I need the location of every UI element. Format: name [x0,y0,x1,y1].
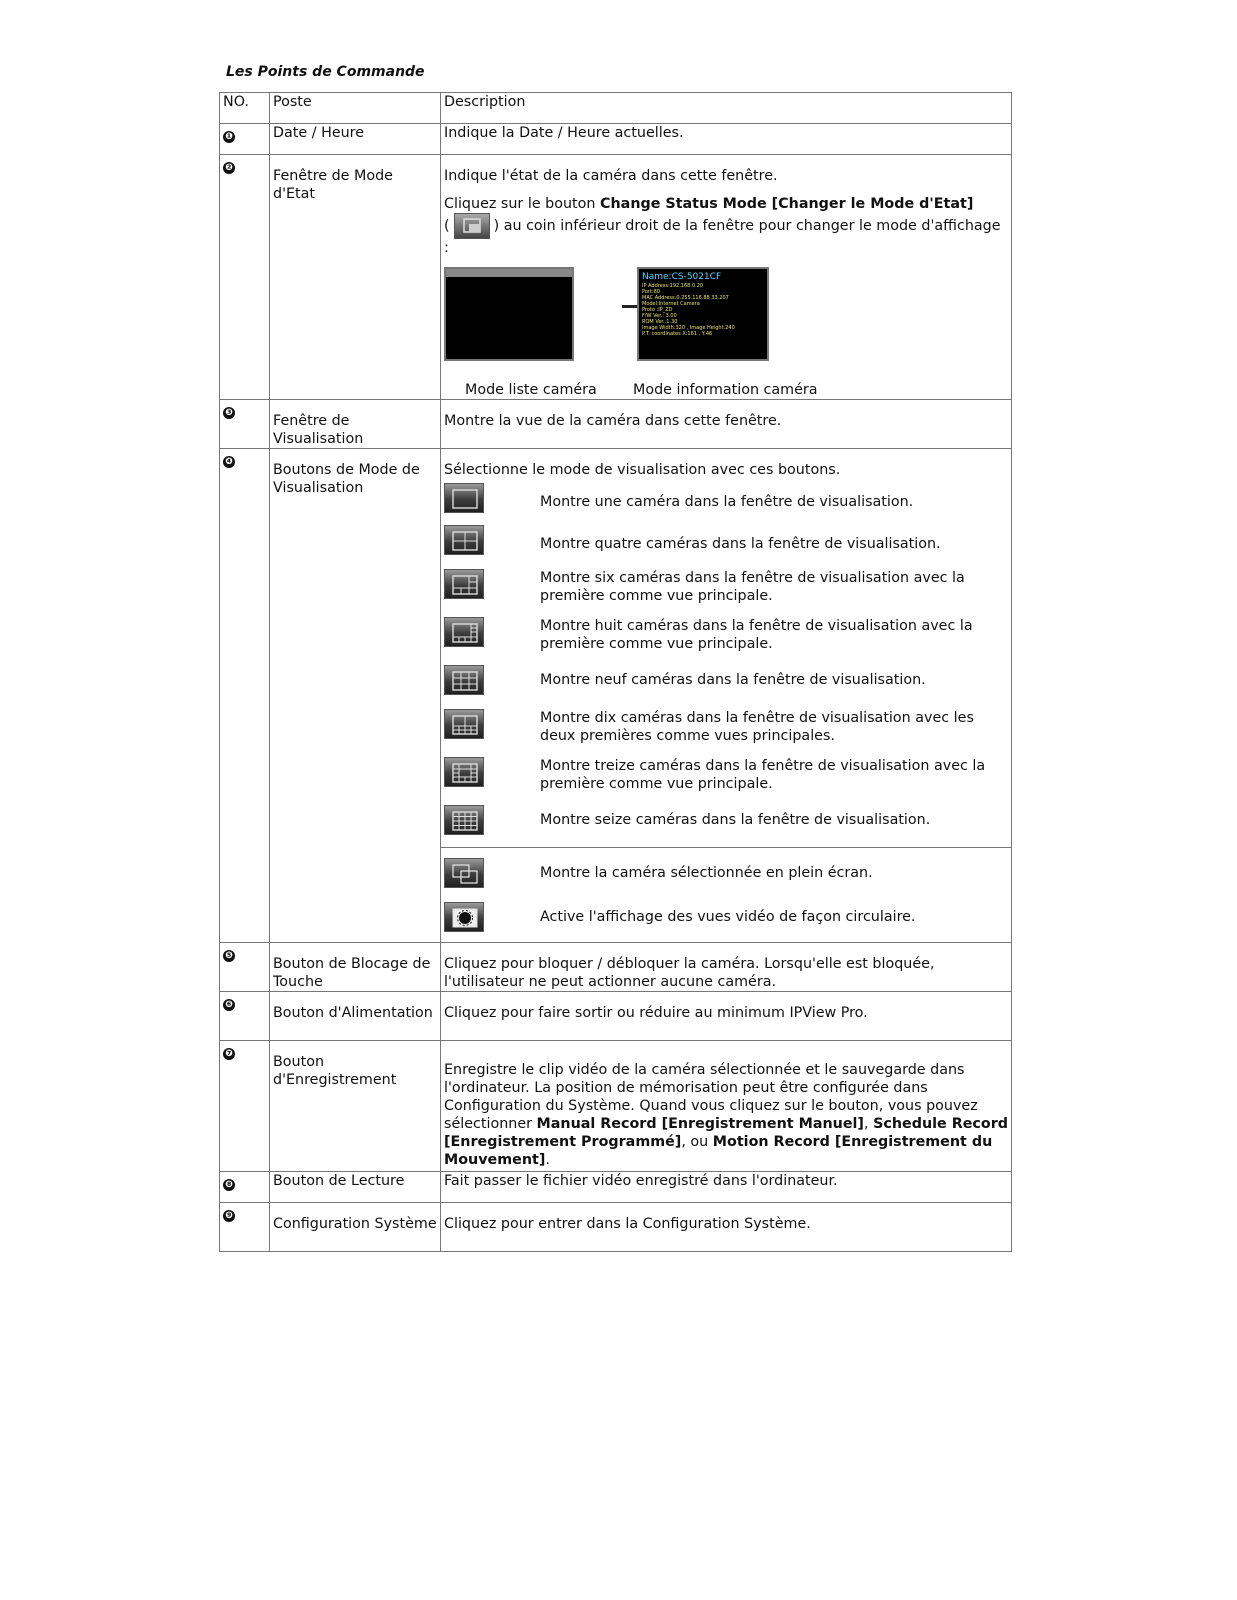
eight-view-icon [444,617,484,647]
row-item: Bouton de Blocage de Touche [270,943,441,992]
status-mode-screens [444,267,1008,375]
row-desc: Fait passer le fichier vidéo enregistré dans l'ordinateur. [441,1172,1012,1203]
row-item: Bouton de Lecture [270,1172,441,1203]
row-item: Bouton d'Alimentation [270,992,441,1041]
caption-list-mode: Mode liste caméra [465,382,597,398]
table-row [220,1041,1012,1172]
row-item: Fenêtre de Mode d'Etat [270,155,441,400]
table-row [220,1203,1012,1252]
number-badge: ❶ [223,131,235,143]
table-row [220,449,1012,943]
row-item: Boutons de Mode de Visualisation [270,449,441,943]
view-mode-row: Active l'affichage des vues vidéo de façon circulaire. [444,902,1008,942]
connector-line [622,305,637,308]
row-desc: Cliquez pour entrer dans la Configuration Système. [441,1203,1012,1252]
single-view-icon [444,483,484,513]
view-mode-row: Montre huit caméras dans la fenêtre de visualisation avec la première comme vue principale. [444,617,1008,665]
header-desc: Description [441,93,1012,124]
row-desc: Cliquez pour faire sortir ou réduire au minimum IPView Pro. [441,992,1012,1041]
row-desc: Indique la Date / Heure actuelles. [441,124,1012,155]
row-desc: Montre la vue de la caméra dans cette fenêtre. [441,400,1012,449]
view-mode-row: Montre dix caméras dans la fenêtre de visualisation avec les deux premières comme vues principales. [444,709,1008,757]
table-row [220,400,1012,449]
ten-view-icon [444,709,484,739]
camera-list-mode-screen [444,267,574,361]
row-desc: Cliquez pour bloquer / débloquer la caméra. Lorsqu'elle est bloquée, l'utilisateur ne peut actionner aucune caméra. [441,943,1012,992]
number-badge: ❻ [223,999,235,1011]
row-desc: Sélectionne le mode de visualisation avec ces boutons. [444,462,841,478]
screen-captions [444,381,1008,399]
table-row [220,155,1012,400]
number-badge: ❼ [223,1048,235,1060]
row-item: Fenêtre de Visualisation [270,400,441,449]
view-mode-row: Montre neuf caméras dans la fenêtre de visualisation. [444,665,1008,709]
header-item: Poste [270,93,441,124]
view-mode-row: Montre quatre caméras dans la fenêtre de visualisation. [444,525,1008,569]
view-mode-row: Montre six caméras dans la fenêtre de visualisation avec la première comme vue principale. [444,569,1008,617]
page-heading: Les Points de Commande [226,64,425,80]
table-header-row [220,93,1012,124]
table-row [220,1172,1012,1203]
view-mode-row: Montre une caméra dans la fenêtre de visualisation. [444,483,1008,525]
number-badge: ❸ [223,407,235,419]
change-status-mode-button-icon [454,213,490,239]
view-mode-divider [441,847,1011,942]
caption-info-mode: Mode information caméra [633,382,818,398]
status-mode-desc: Cliquez sur le bouton Change Status Mode [Changer le Mode d'Etat] ( ) au coin inférieur droit de la fenêtre pour changer le mode d'affichage : [444,196,1001,256]
change-status-mode-label: Change Status Mode [Changer le Mode d'Etat] [600,196,974,212]
header-no: NO. [220,93,270,124]
table-row [220,992,1012,1041]
row-item: Date / Heure [270,124,441,155]
view-mode-row: Montre la caméra sélectionnée en plein écran. [444,858,1008,902]
row-item: Configuration Système [270,1203,441,1252]
number-badge: ❾ [223,1210,235,1222]
sixteen-view-icon [444,805,484,835]
row-item: Bouton d'Enregistrement [270,1041,441,1172]
table-row [220,124,1012,155]
fullscreen-icon [444,858,484,888]
command-table [219,92,1012,1252]
nine-view-icon [444,665,484,695]
quad-view-icon [444,525,484,555]
row-desc: Enregistre le clip vidéo de la caméra sélectionnée et le sauvegarde dans l'ordinateur. La position de mémorisation peut être configurée dans Configuration du Système. Quand vous cliquez sur le bouton, vous pouvez sélectionner Manual Record [Enregistrement Manuel], Schedule Record [Enregistrement Programmé], ou Motion Record [Enregistrement du Mouvement]. [441,1041,1012,1172]
number-badge: ❺ [223,950,235,962]
camera-info-mode-screen: Name:CS-5021CF IP Address:192.168.0.20 Port:80 MAC Address:0.255.116.88.33.207 Model:Internet Camera Proto :IP_ZD F/W Ver.: 3.00 ROM Ver.:1.30 Image Width:320 , Image Height:240 P.T. coordinates X:161 , Y:46 [637,267,769,361]
thirteen-view-icon [444,757,484,787]
number-badge: ❷ [223,162,235,174]
row-desc: Indique l'état de la caméra dans cette fenêtre. [444,168,778,184]
table-row [220,943,1012,992]
sequence-icon [444,902,484,932]
view-mode-row: Montre treize caméras dans la fenêtre de visualisation avec la première comme vue principale. [444,757,1008,805]
six-view-icon [444,569,484,599]
number-badge: ❹ [223,456,235,468]
view-mode-row: Montre seize caméras dans la fenêtre de visualisation. [444,805,1008,847]
number-badge: ❽ [223,1179,235,1191]
